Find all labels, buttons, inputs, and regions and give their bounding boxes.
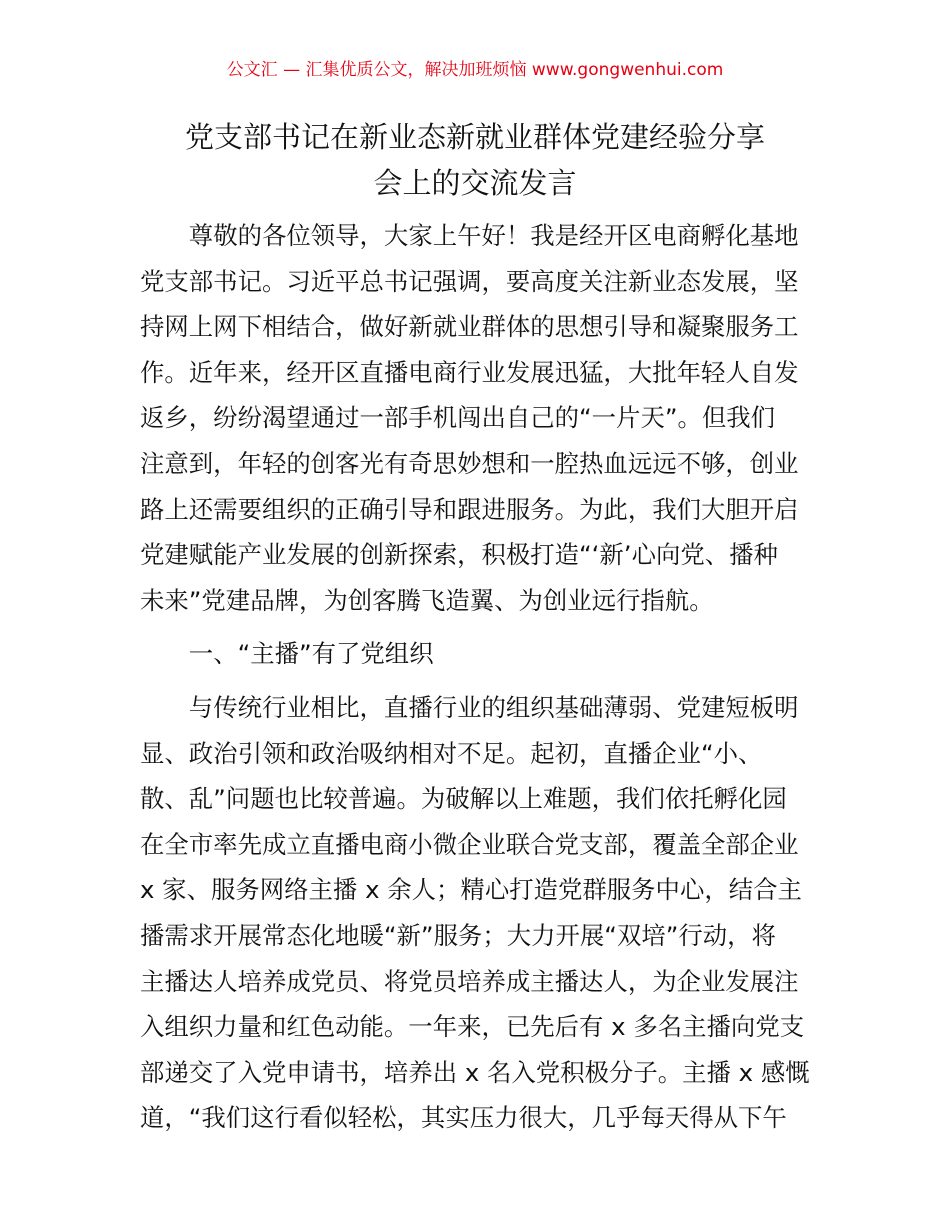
paragraph-intro	[140, 213, 814, 623]
text-line: 返乡，纷纷渴望通过一部手机闯出自己的“一片天”。但我们	[140, 403, 776, 433]
document-title	[120, 114, 830, 206]
text-line: 路上还需要组织的正确引导和跟进服务。为此，我们大胆开启	[140, 494, 799, 524]
text-line: 在全市率先成立直播电商小微企业联合党支部，覆盖全部企业	[140, 829, 799, 859]
text-line: 尊敬的各位领导，大家上午好！我是经开区电商孵化基地	[188, 221, 799, 250]
text-line: 注意到，年轻的创客光有奇思妙想和一腔热血远远不够，创业	[140, 448, 799, 478]
text-line: 主播达人培养成党员、将党员培养成主播达人，为企业发展注	[140, 966, 799, 996]
text-line: 作。近年来，经开区直播电商行业发展迅猛，大批年轻人自发	[140, 357, 799, 387]
text-line: 道，“我们这行看似轻松，其实压力很大，几乎每天得从下午	[140, 1103, 787, 1133]
title-line-2: 会上的交流发言	[373, 166, 577, 200]
text-line: 党建赋能产业发展的创新探索，积极打造“‘新’心向党、播种	[140, 540, 778, 570]
text-line: 散、乱”问题也比较普遍。为破解以上难题，我们依托孵化园	[140, 784, 787, 814]
text-line: 与传统行业相比，直播行业的组织基础薄弱、党建短板明	[188, 692, 799, 722]
header-banner: 公文汇 — 汇集优质公文，解决加班烦恼 www.gongwenhui.com	[226, 60, 724, 80]
text-line: 未来”党建品牌，为创客腾飞造翼、为创业远行指航。	[140, 585, 714, 615]
text-line: 部递交了入党申请书，培养出 x 名入党积极分子。主播 x 感慨	[140, 1057, 810, 1087]
text-line: 入组织力量和红色动能。一年来，已先后有 x 多名主播向党支	[140, 1012, 805, 1042]
text-line: 党支部书记。习近平总书记强调，要高度关注新业态发展，坚	[140, 266, 799, 296]
document-body	[140, 213, 814, 1141]
text-line: 持网上网下相结合，做好新就业群体的思想引导和凝聚服务工	[140, 312, 799, 342]
title-line-1: 党支部书记在新业态新就业群体党建经验分享	[184, 120, 765, 154]
text-line: x 家、服务网络主播 x 余人；精心打造党群服务中心，结合主	[140, 875, 802, 905]
section-heading-1	[140, 631, 814, 677]
paragraph-section-1	[140, 685, 814, 1141]
text-line: 显、政治引领和政治吸纳相对不足。起初，直播企业“小、	[140, 738, 763, 768]
text-line: 播需求开展常态化地暖“新”服务；大力开展“双培”行动，将	[140, 920, 776, 950]
section-heading-text: 一、“主播”有了党组织	[188, 639, 434, 669]
